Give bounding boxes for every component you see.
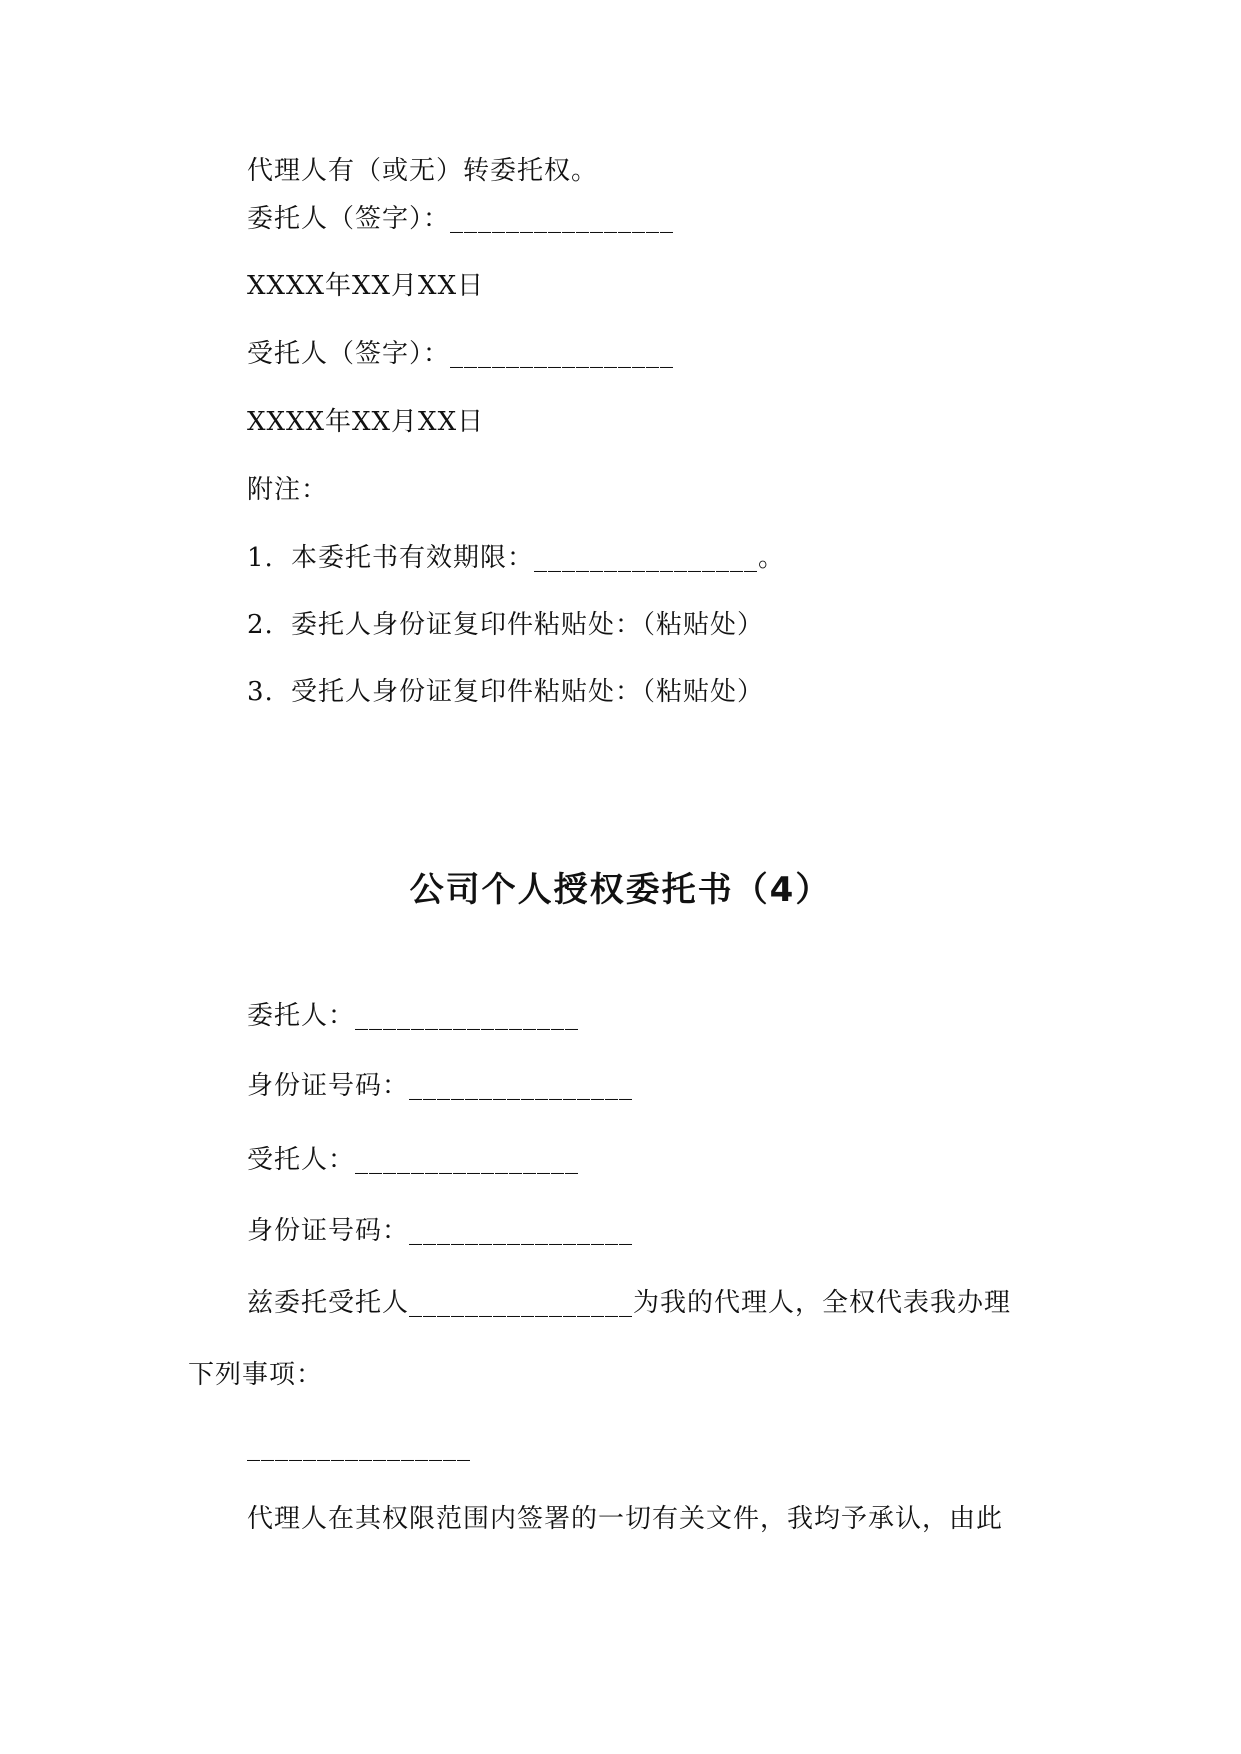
principal-field: 委托人：________________ <box>247 1001 580 1031</box>
note-number: 2. <box>247 610 274 640</box>
sub-delegation-clause: 代理人有（或无）转委托权。 <box>247 156 599 186</box>
agent-id-field: 身份证号码：________________ <box>247 1216 634 1246</box>
note-item <box>247 540 785 576</box>
acknowledgement-paragraph-line1: 代理人在其权限范围内签署的一切有关文件，我均予承认，由此 <box>247 1504 1004 1534</box>
note-item <box>247 607 764 643</box>
document-title: 公司个人授权委托书（4） <box>409 870 832 910</box>
note-number: 3. <box>247 677 274 707</box>
note-text: 委托人身份证复印件粘贴处：（粘贴处） <box>291 610 765 640</box>
principal-signature-date: XXXX年XX月XX日 <box>247 271 485 301</box>
principal-id-field: 身份证号码：________________ <box>247 1071 634 1101</box>
note-text: 受托人身份证复印件粘贴处：（粘贴处） <box>291 677 765 707</box>
note-number: 1. <box>247 543 274 573</box>
delegation-paragraph-line2: 下列事项： <box>188 1360 324 1390</box>
agent-signature-date: XXXX年XX月XX日 <box>247 407 485 437</box>
agent-field: 受托人：________________ <box>247 1145 580 1175</box>
principal-signature-line: 委托人（签字）：________________ <box>247 204 675 234</box>
delegation-paragraph-line1: 兹委托受托人________________为我的代理人，全权代表我办理 <box>247 1288 1012 1318</box>
matters-blank-line: ________________ <box>247 1432 471 1462</box>
agent-signature-line: 受托人（签字）：________________ <box>247 339 675 369</box>
note-item <box>247 674 764 710</box>
notes-label: 附注： <box>247 475 329 505</box>
note-text: 本委托书有效期限：________________。 <box>291 543 786 573</box>
